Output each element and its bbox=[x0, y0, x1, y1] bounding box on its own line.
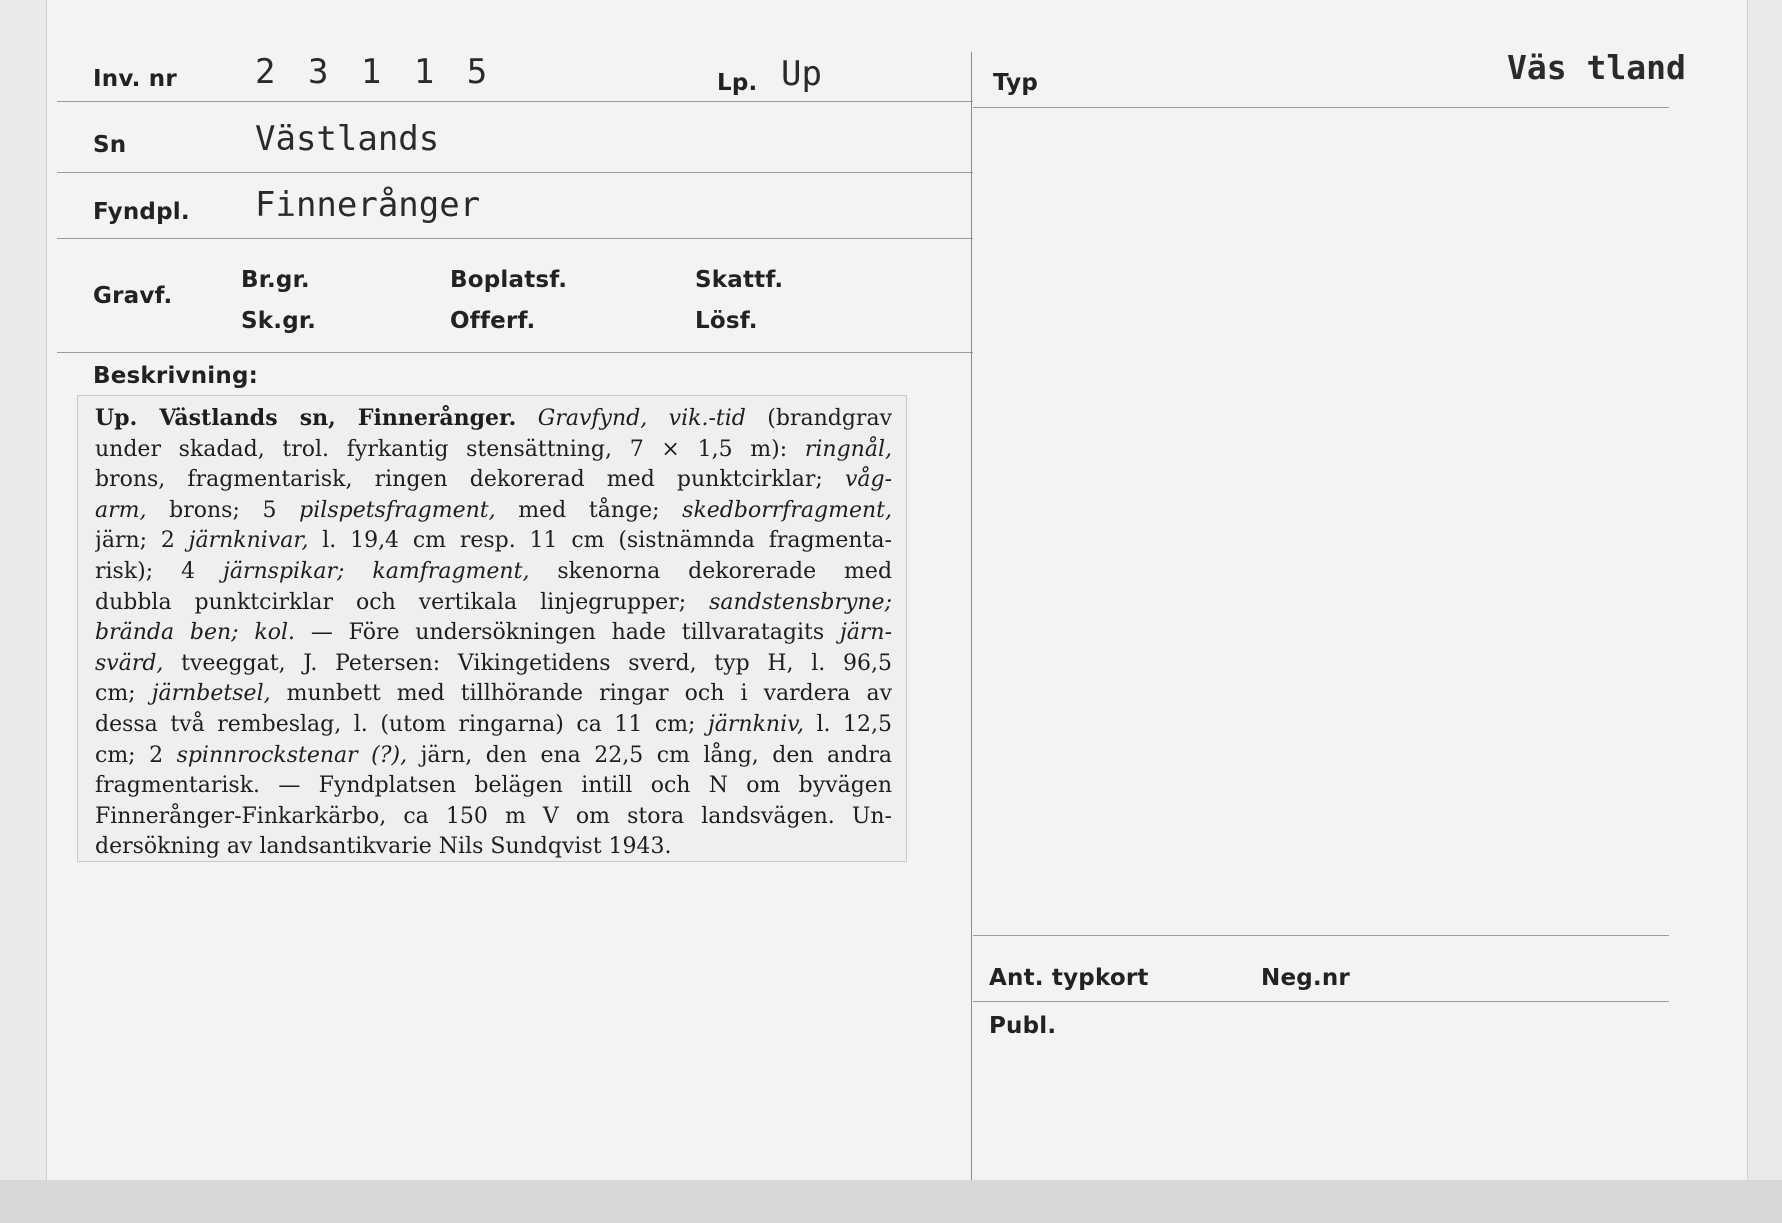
description-text: spinnrockstenar (?), bbox=[176, 742, 408, 768]
description-line bbox=[95, 679, 892, 710]
description-text: Gravfynd, vik.-tid bbox=[537, 406, 746, 431]
description-text: cm; bbox=[95, 681, 152, 707]
brgr-label: Br.gr. bbox=[241, 267, 310, 293]
divider bbox=[973, 107, 1669, 108]
description-line bbox=[95, 588, 892, 619]
divider bbox=[57, 101, 973, 102]
description-text: svärd, bbox=[95, 650, 164, 676]
sn-label: Sn bbox=[93, 132, 127, 158]
description-text: — Före undersökningen hade tillvaratagits bbox=[295, 620, 840, 646]
skgr-label: Sk.gr. bbox=[241, 308, 317, 334]
sn-value: Västlands bbox=[255, 119, 440, 159]
description-text: järnkniv, bbox=[707, 711, 804, 737]
description-line bbox=[95, 618, 892, 649]
ant-typkort-label: Ant. typkort bbox=[989, 965, 1149, 991]
description-line bbox=[95, 465, 892, 496]
description-text: skenorna dekorerade med bbox=[529, 558, 892, 584]
description-line bbox=[95, 403, 892, 435]
description-text: brända ben; kol. bbox=[95, 620, 296, 646]
description-text: järnknivar, bbox=[188, 528, 309, 554]
description-text: brons; 5 bbox=[146, 497, 300, 523]
description-line bbox=[95, 802, 892, 833]
description-line bbox=[95, 557, 892, 588]
divider bbox=[57, 352, 973, 353]
description-text: med tånge; bbox=[495, 497, 683, 523]
beskrivning-label: Beskrivning: bbox=[93, 363, 259, 389]
scan-background bbox=[0, 1180, 1782, 1223]
description-text: järnbetsel, bbox=[151, 681, 271, 707]
inv-nr-label: Inv. nr bbox=[93, 66, 177, 92]
description-text: tveeggat, J. Petersen: Vikingetidens sverd, typ H, l. 96,5 bbox=[163, 650, 892, 676]
description-text bbox=[516, 406, 537, 431]
description-text: järnspikar; kamfragment, bbox=[223, 558, 530, 584]
description-text: dessa två rembeslag, l. (utom ringarna) ca 11 cm; bbox=[95, 711, 708, 737]
lp-value: Up bbox=[781, 54, 822, 94]
description-text: risk); 4 bbox=[95, 558, 224, 584]
description-text: dubbla punktcirklar och vertikala linjegrupper; bbox=[95, 589, 710, 615]
description-text: l. 19,4 cm resp. 11 cm (sistnämnda fragmenta- bbox=[308, 528, 892, 554]
skattf-label: Skattf. bbox=[695, 267, 784, 293]
fyndpl-value: Finnerånger bbox=[255, 185, 481, 225]
description-text: cm; 2 bbox=[95, 742, 177, 768]
fyndpl-label: Fyndpl. bbox=[93, 199, 190, 225]
boplatsf-label: Boplatsf. bbox=[450, 267, 568, 293]
description-line bbox=[95, 649, 892, 680]
description-text: dersökning av landsantikvarie Nils Sundqvist 1943. bbox=[95, 834, 672, 860]
description-text: skedborrfragment, bbox=[682, 497, 892, 523]
description-text: munbett med tillhörande ringar och i vardera av bbox=[270, 681, 892, 707]
neg-nr-label: Neg.nr bbox=[1261, 965, 1350, 991]
description-text: brons, fragmentarisk, ringen dekorerad med punktcirklar; bbox=[95, 467, 845, 493]
description-text: l. 12,5 bbox=[803, 711, 892, 737]
offerf-label: Offerf. bbox=[450, 308, 536, 334]
column-divider bbox=[971, 52, 972, 1180]
description-line bbox=[95, 496, 892, 527]
divider bbox=[973, 935, 1669, 936]
description-text: järn; 2 bbox=[95, 528, 189, 554]
divider bbox=[57, 172, 973, 173]
description-text: Finnerånger-Finkarkärbo, ca 150 m V om stora landsvägen. Un- bbox=[95, 803, 892, 829]
description-text: järn- bbox=[839, 620, 892, 646]
description-text: arm, bbox=[95, 497, 147, 523]
publ-label: Publ. bbox=[989, 1013, 1057, 1039]
inv-nr-value: 2 3 1 1 5 bbox=[255, 52, 494, 92]
divider bbox=[57, 238, 973, 239]
typ-value: Väs tland bbox=[1507, 48, 1686, 87]
losf-label: Lösf. bbox=[695, 308, 758, 334]
description-text: järn, den ena 22,5 cm lång, den andra bbox=[407, 742, 892, 768]
description-line bbox=[95, 832, 892, 863]
description-slip bbox=[77, 395, 907, 862]
description-line bbox=[95, 526, 892, 557]
description-text: pilspetsfragment, bbox=[299, 497, 496, 523]
description-text: (brandgrav bbox=[745, 406, 892, 431]
description-text: sandstensbryne; bbox=[709, 589, 892, 615]
description-text: ringnål, bbox=[804, 436, 892, 462]
lp-label: Lp. bbox=[717, 70, 758, 96]
description-line bbox=[95, 741, 892, 772]
divider bbox=[973, 1001, 1669, 1002]
description-text: Up. Västlands sn, Finnerånger. bbox=[95, 405, 517, 431]
description-line bbox=[95, 435, 892, 466]
description-text: fragmentarisk. — Fyndplatsen belägen intill och N om byvägen bbox=[95, 773, 892, 799]
description-line bbox=[95, 771, 892, 802]
description-text: under skadad, trol. fyrkantig stensättning, 7 × 1,5 m): bbox=[95, 436, 805, 462]
gravf-label: Gravf. bbox=[93, 283, 173, 309]
description-line bbox=[95, 710, 892, 741]
description-text: våg- bbox=[844, 467, 892, 493]
typ-label: Typ bbox=[993, 70, 1039, 96]
